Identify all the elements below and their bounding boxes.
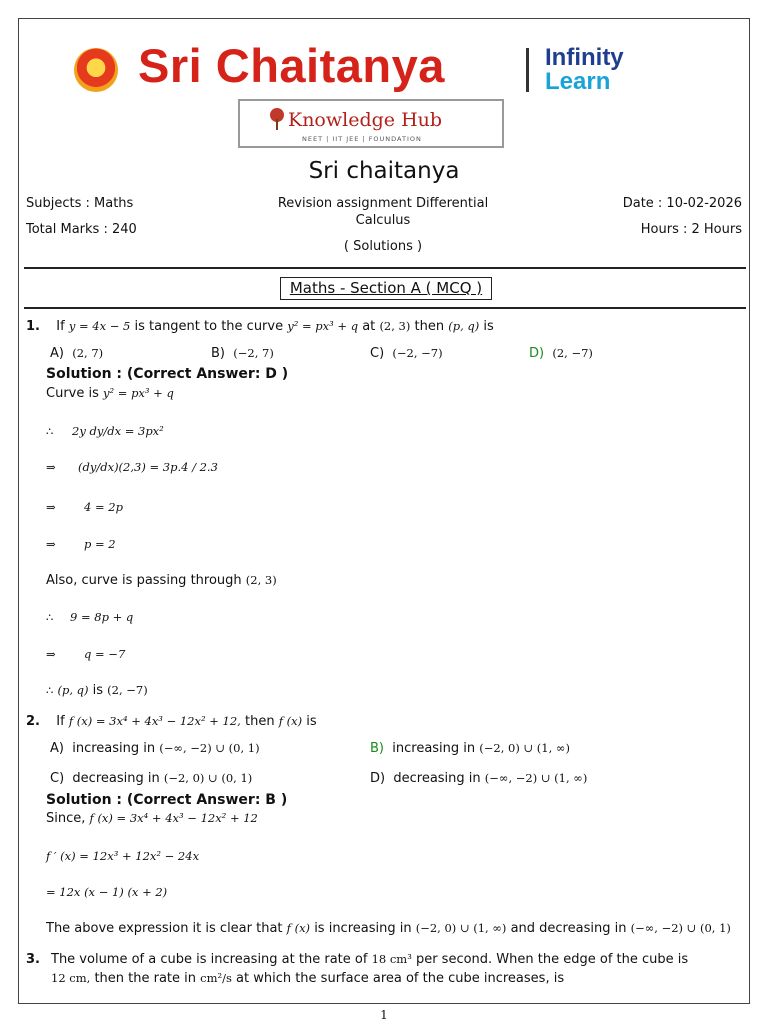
q1-step1-symbol: ∴ — [46, 424, 54, 438]
q2-derivative: f ′ (x) = 12x³ + 12x² − 24x — [46, 849, 200, 863]
hours-label: Hours : 2 Hours — [640, 222, 742, 237]
subjects-label: Subjects : Maths — [26, 196, 134, 211]
q1-text: is tangent to the curve — [134, 319, 284, 334]
header-rule — [24, 267, 746, 269]
question-1 — [26, 319, 494, 334]
option-text: increasing in — [72, 741, 156, 756]
question-number: 1. — [26, 319, 40, 334]
solutions-label: ( Solutions ) — [343, 239, 423, 254]
q3-math: cm²/s — [200, 971, 232, 985]
q2-conclusion — [46, 921, 746, 936]
option-value: (−2, −7) — [392, 346, 443, 360]
q1-text: then — [414, 319, 445, 334]
q1-text: at — [362, 319, 376, 334]
q2-text: then — [244, 714, 275, 729]
brand-divider — [526, 48, 529, 92]
q3-line2 — [51, 971, 564, 986]
q3-text: at which the surface area of the cube increases, is — [236, 971, 565, 986]
option-label: D) — [370, 771, 386, 786]
solution-text: is — [92, 683, 104, 698]
q1-text: is — [483, 319, 494, 334]
solution-text: Since, — [46, 811, 86, 826]
knowledge-hub-subtitle: NEET | IIT JEE | FOUNDATION — [302, 135, 422, 143]
learn-text: Learn — [545, 68, 611, 95]
q3-text: The volume of a cube is increasing at the rate of — [51, 952, 368, 967]
q3-text: per second. When the edge of the cube is — [415, 952, 689, 967]
infinity-text: Infinity — [545, 44, 624, 71]
q1-option-c — [370, 346, 443, 361]
q1-step5-symbol: ∴ — [46, 610, 54, 624]
option-label: C) — [50, 771, 65, 786]
q1-curve-line — [46, 386, 174, 401]
solution-math: f (x) = 3x⁴ + 4x³ − 12x² + 12 — [89, 811, 258, 825]
option-label: C) — [370, 346, 385, 361]
total-marks-label: Total Marks : 240 — [26, 222, 137, 237]
tree-icon — [268, 107, 286, 131]
option-text: decreasing in — [72, 771, 160, 786]
assignment-title-line2: Calculus — [355, 213, 411, 228]
q2-solution-heading: Solution : (Correct Answer: B ) — [46, 792, 288, 808]
question-2 — [26, 714, 317, 729]
section-rule — [24, 307, 746, 309]
option-value: (2, −7) — [552, 346, 593, 360]
brand-header — [70, 40, 710, 98]
q1-also-line — [46, 573, 277, 588]
knowledge-hub-title: Knowledge Hub — [288, 109, 443, 131]
q1-option-b — [211, 346, 274, 361]
option-label-correct: B) — [370, 741, 384, 756]
q1-step6-symbol: ⇒ — [46, 647, 56, 661]
q1-math: y² = px³ + q — [287, 319, 359, 333]
solution-math: (2, 3) — [245, 573, 277, 587]
q1-step3-symbol: ⇒ — [46, 500, 56, 514]
knowledge-hub-logo — [238, 99, 504, 148]
q1-math: (2, 3) — [379, 319, 411, 333]
option-text: increasing in — [392, 741, 476, 756]
option-label: A) — [50, 741, 64, 756]
q1-step2-symbol: ⇒ — [46, 460, 56, 474]
q3-math: 18 cm³ — [371, 952, 412, 966]
q3-text: then the rate in — [94, 971, 196, 986]
option-label-correct: D) — [529, 346, 545, 361]
q2-option-a — [50, 741, 260, 756]
date-label: Date : 10-02-2026 — [622, 196, 742, 211]
solution-math: (p, q) — [57, 683, 89, 697]
solution-math: f (x) — [286, 921, 311, 935]
solution-text: The above expression it is clear that — [46, 921, 283, 936]
solution-text: Also, curve is passing through — [46, 573, 242, 588]
question-number: 2. — [26, 714, 40, 729]
q3-math: 12 cm, — [51, 971, 91, 985]
q1-step4: p = 2 — [84, 537, 116, 551]
q1-step5: 9 = 8p + q — [70, 610, 134, 624]
q1-text: If — [56, 319, 65, 334]
option-value: (−∞, −2) ∪ (1, ∞) — [484, 771, 588, 785]
section-title: Maths - Section A ( MCQ ) — [280, 277, 492, 300]
q1-final-line — [46, 683, 148, 698]
q2-option-d — [370, 771, 587, 786]
option-value: (−2, 0) ∪ (0, 1) — [163, 771, 253, 785]
option-value: (−2, 0) ∪ (1, ∞) — [479, 741, 570, 755]
q1-option-d — [529, 346, 593, 361]
infinity-learn-logo — [545, 46, 624, 94]
q1-step2: (dy/dx)(2,3) = 3p.4 / 2.3 — [78, 460, 218, 474]
option-text: decreasing in — [393, 771, 481, 786]
brand-name: Sri Chaitanya — [138, 39, 445, 92]
option-label: A) — [50, 346, 64, 361]
q1-option-a — [50, 346, 103, 361]
q1-step3: 4 = 2p — [84, 500, 123, 514]
question-number: 3. — [26, 952, 40, 967]
solution-text: and decreasing in — [510, 921, 627, 936]
q2-option-c — [50, 771, 252, 786]
q1-math: y = 4x − 5 — [68, 319, 131, 333]
q1-step1: 2y dy/dx = 3px² — [72, 424, 164, 438]
q2-text: If — [56, 714, 65, 729]
option-label: B) — [211, 346, 225, 361]
solution-math: (2, −7) — [107, 683, 148, 697]
solution-math: (−∞, −2) ∪ (0, 1) — [630, 921, 731, 935]
solution-text: is increasing in — [314, 921, 412, 936]
solution-math: y² = px³ + q — [103, 386, 174, 400]
q2-option-b — [370, 741, 570, 756]
page-number: 1 — [380, 1008, 388, 1022]
document-title: Sri chaitanya — [308, 158, 460, 184]
q3-line1 — [51, 952, 727, 967]
option-value: (−∞, −2) ∪ (0, 1) — [159, 741, 260, 755]
therefore-symbol: ∴ — [46, 683, 54, 697]
q1-step6: q = −7 — [84, 647, 126, 661]
q2-text: is — [306, 714, 317, 729]
sri-chaitanya-emblem-icon — [74, 48, 118, 92]
q2-factored: = 12x (x − 1) (x + 2) — [46, 885, 168, 899]
solution-text: Curve is — [46, 386, 99, 401]
question-3 — [26, 952, 40, 967]
q1-solution-heading: Solution : (Correct Answer: D ) — [46, 366, 289, 382]
q1-step4-symbol: ⇒ — [46, 537, 56, 551]
q1-math: (p, q) — [448, 319, 480, 333]
assignment-title-line1: Revision assignment Differential — [277, 196, 489, 211]
q2-math: f (x) — [278, 714, 303, 728]
solution-math: (−2, 0) ∪ (1, ∞) — [415, 921, 507, 935]
q2-math: f (x) = 3x⁴ + 4x³ − 12x² + 12, — [68, 714, 241, 728]
option-value: (−2, 7) — [233, 346, 274, 360]
option-value: (2, 7) — [72, 346, 104, 360]
q2-since-line — [46, 811, 258, 826]
